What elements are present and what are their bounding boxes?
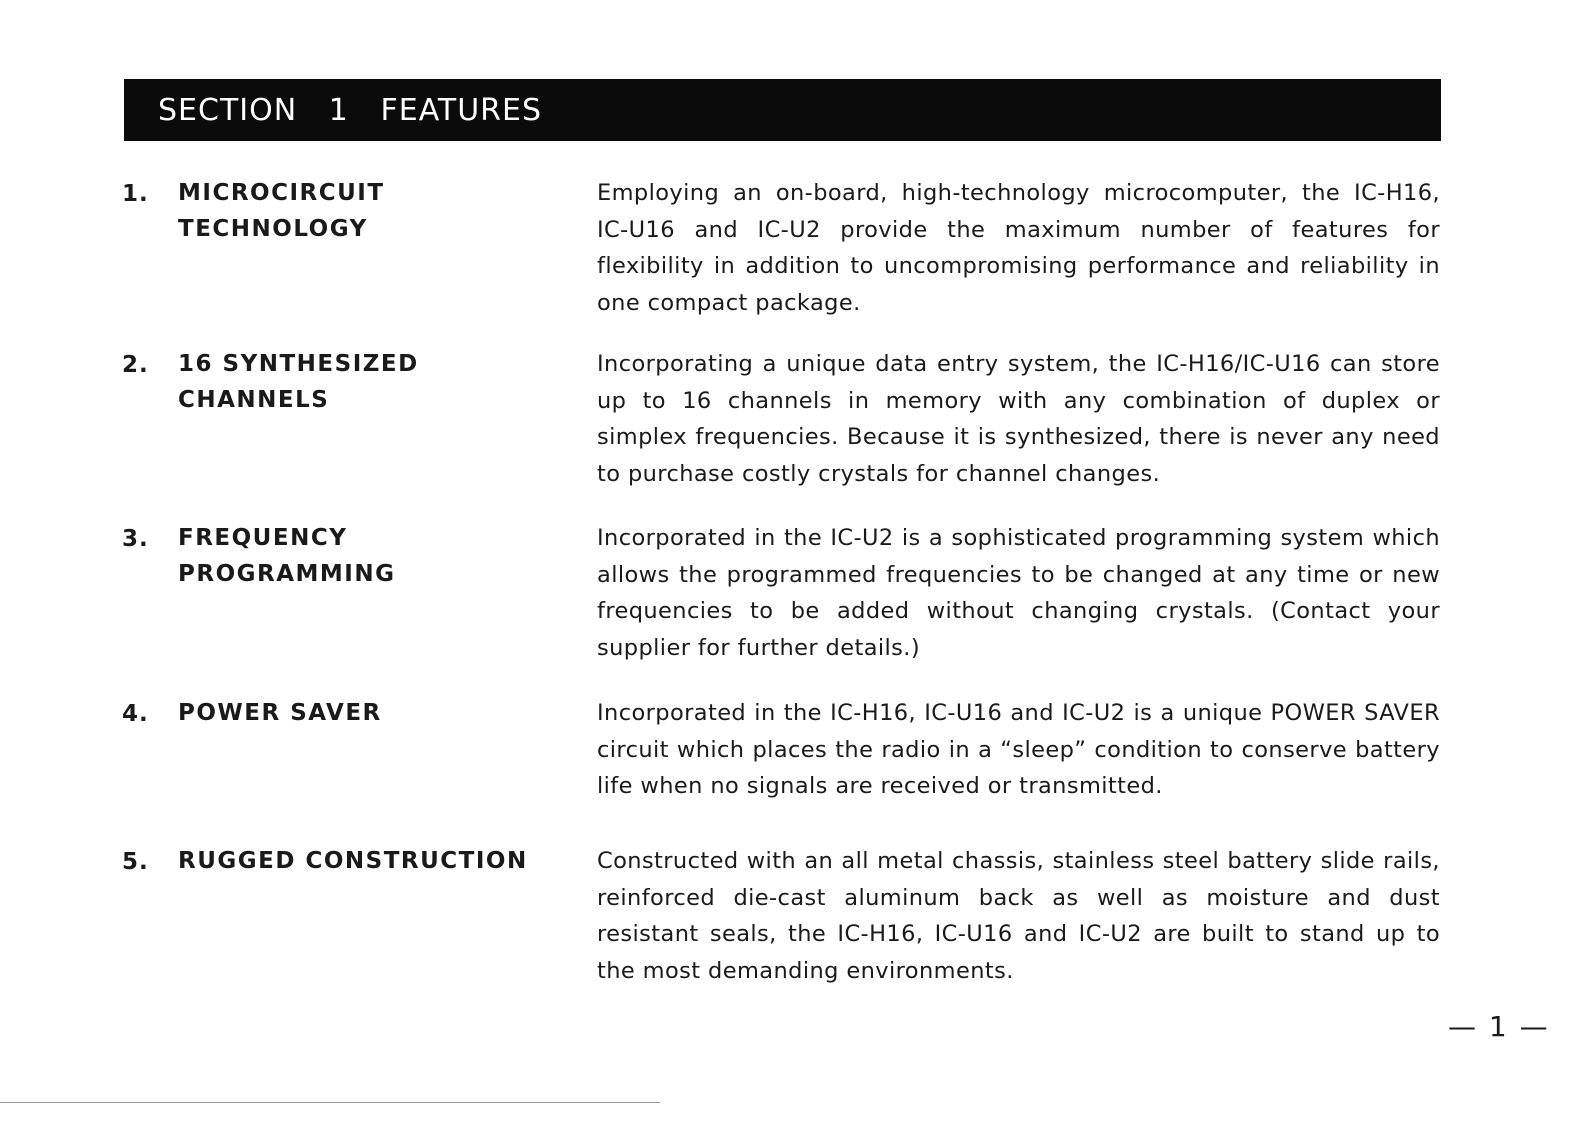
section-title: SECTION 1 FEATURES <box>158 92 543 128</box>
feature-title <box>178 843 578 879</box>
feature-description: Incorporated in the IC-H16, IC-U16 and IC-U2 is a unique POWER SAVER circuit which places the radio in a “sleep” condition to conserve battery life when no signals are received or transmitted. <box>597 700 1440 799</box>
feature-title-line: CHANNELS <box>178 387 330 413</box>
feature-number: 3. <box>122 526 149 552</box>
feature-title-line: 16 SYNTHESIZED <box>178 351 419 377</box>
feature-title-line: PROGRAMMING <box>178 561 396 587</box>
feature-title-line: FREQUENCY <box>178 525 348 551</box>
feature-number: 4. <box>122 701 149 727</box>
feature-title-line: POWER SAVER <box>178 700 382 726</box>
feature-description: Constructed with an all metal chassis, stainless steel battery slide rails, reinforced die-cast aluminum back as well as moisture and dust resistant seals, the IC-H16, IC-U16 and IC-U2 are built to stand up to the most demanding environments. <box>597 848 1440 984</box>
feature-description: Incorporating a unique data entry system, the IC-H16/IC-U16 can store up to 16 channels in memory with any combination of duplex or simplex frequencies. Because it is synthesized, there is never any need to purchase costly crystals for channel changes. <box>597 351 1440 487</box>
section-header <box>124 79 1441 141</box>
feature-number: 5. <box>122 849 149 875</box>
feature-title-line: RUGGED CONSTRUCTION <box>178 848 528 874</box>
feature-title <box>178 346 578 418</box>
feature-description: Employing an on-board, high-technology microcomputer, the IC-H16, IC-U16 and IC-U2 provide the maximum number of features for flexibility in addition to uncompromising performance and reliability in one compact package. <box>597 180 1440 316</box>
feature-title-line: MICROCIRCUIT <box>178 180 385 206</box>
scan-edge-divider <box>0 1102 660 1103</box>
feature-number: 1. <box>122 181 149 207</box>
feature-title <box>178 520 578 592</box>
feature-description: Incorporated in the IC-U2 is a sophisticated programming system which allows the programmed frequencies to be changed at any time or new frequencies to be added without changing crystals. (Contact your supplier for further details.) <box>597 525 1440 661</box>
feature-title <box>178 695 578 731</box>
feature-title <box>178 175 578 247</box>
page-number: — 1 — <box>1448 1010 1550 1043</box>
feature-title-line: TECHNOLOGY <box>178 216 368 242</box>
feature-number: 2. <box>122 352 149 378</box>
